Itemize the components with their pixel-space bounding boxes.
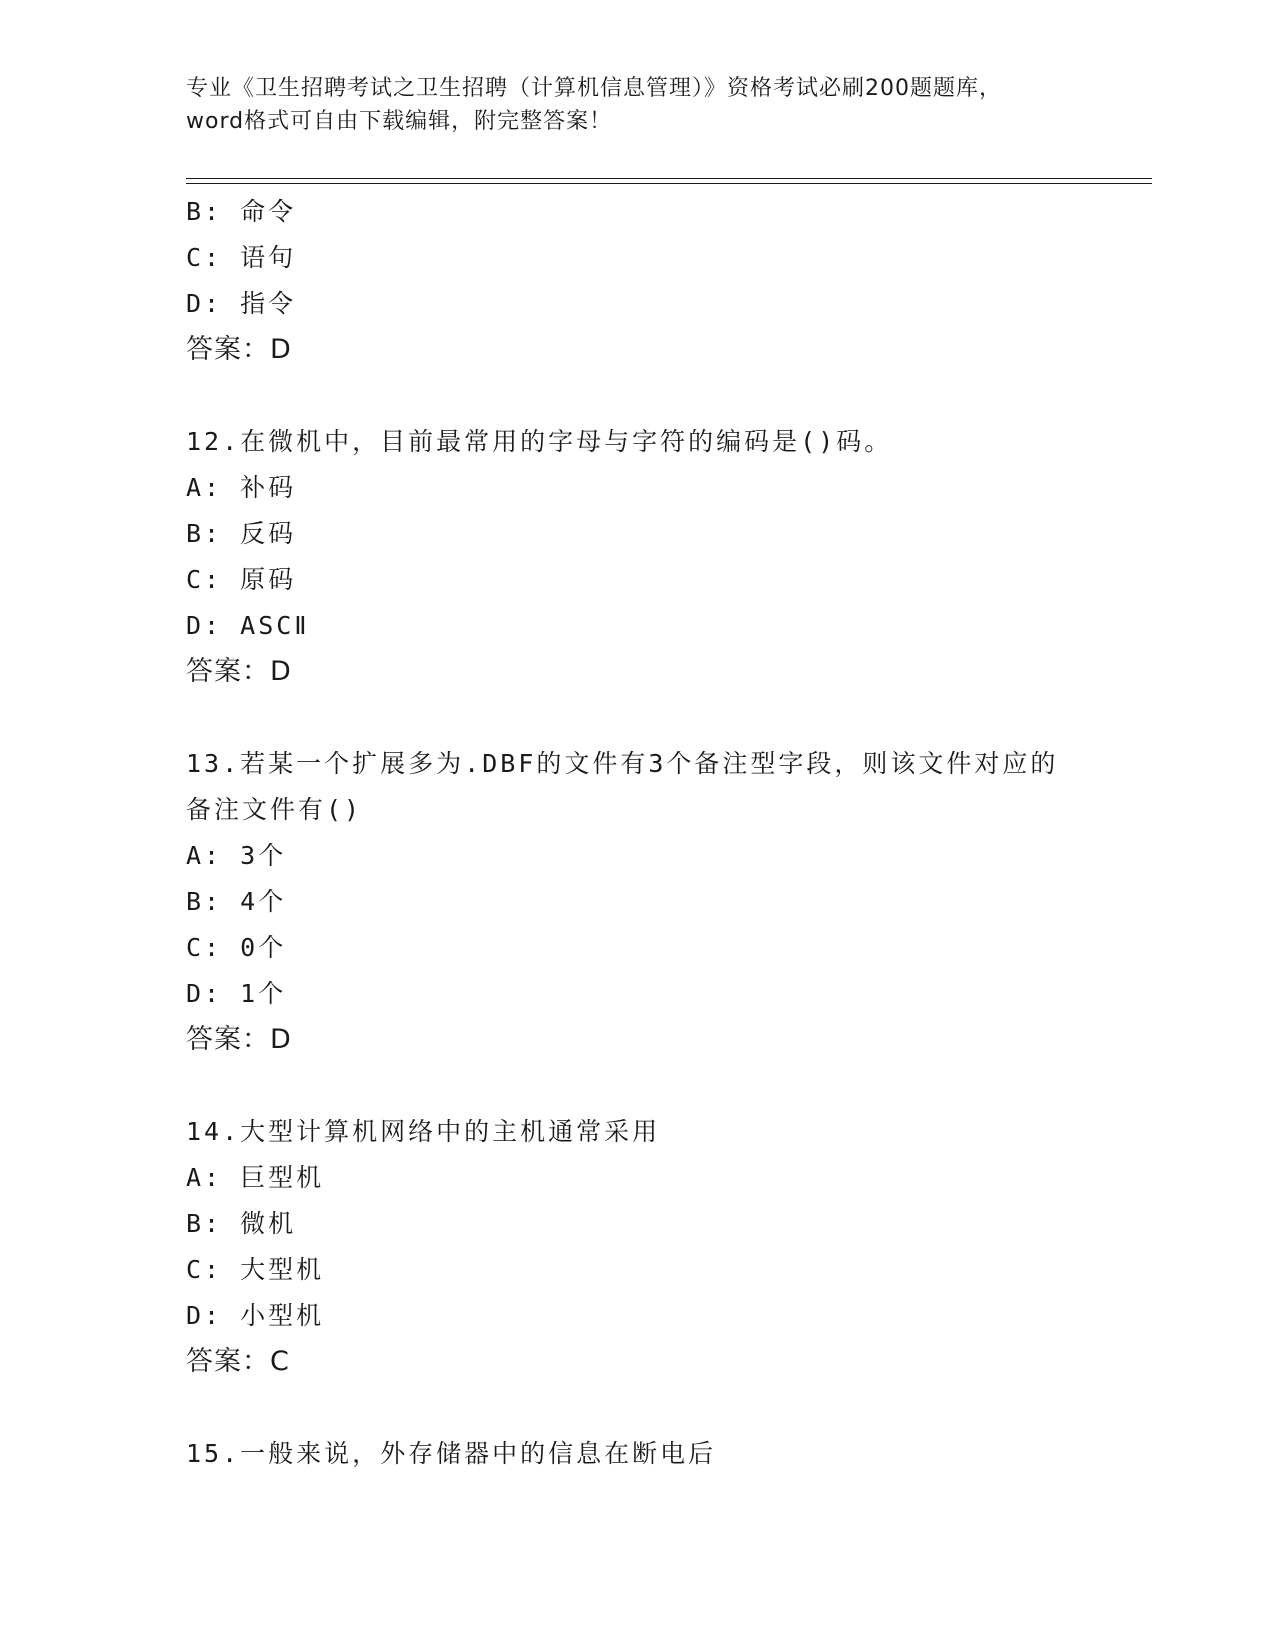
question-text: 15.一般来说，外存储器中的信息在断电后 <box>186 1439 717 1468</box>
option-b: B: 命令 <box>186 197 297 226</box>
answer-line: 答案：D <box>186 1024 292 1055</box>
option-a: A: 补码 <box>186 473 297 502</box>
answer-line: 答案：D <box>186 656 292 687</box>
option-c: C: 原码 <box>186 565 297 594</box>
question-text: 12.在微机中，目前最常用的字母与字符的编码是()码。 <box>186 427 893 456</box>
question-text-line-1: 13.若某一个扩展多为.DBF的文件有3个备注型字段，则该文件对应的 <box>186 749 1059 778</box>
question-list <box>186 189 1106 1477</box>
option-a: A: 巨型机 <box>186 1163 325 1192</box>
question-15 <box>186 1431 1106 1477</box>
question-11-tail <box>186 189 1106 373</box>
question-text: 14.大型计算机网络中的主机通常采用 <box>186 1117 661 1146</box>
document-header <box>186 72 1086 138</box>
option-c: C: 大型机 <box>186 1255 325 1284</box>
question-13 <box>186 741 1106 1063</box>
option-d: D: 小型机 <box>186 1301 325 1330</box>
header-title-line-2: word格式可自由下载编辑，附完整答案！ <box>186 109 613 134</box>
option-c: C: 0个 <box>186 933 287 962</box>
spacer <box>186 373 1106 419</box>
spacer <box>186 695 1106 741</box>
option-d: D: 1个 <box>186 979 287 1008</box>
option-b: B: 微机 <box>186 1209 297 1238</box>
answer-line: 答案：C <box>186 1346 290 1377</box>
option-b: B: 4个 <box>186 887 287 916</box>
question-text-line-2: 备注文件有() <box>186 795 363 824</box>
header-divider-top <box>186 178 1152 179</box>
question-14 <box>186 1109 1106 1385</box>
header-divider-bottom <box>186 183 1152 184</box>
header-title-line-1: 专业《卫生招聘考试之卫生招聘（计算机信息管理）》资格考试必刷200题题库， <box>186 76 1002 101</box>
option-d: D: ASCⅡ <box>186 611 310 640</box>
question-12 <box>186 419 1106 695</box>
spacer <box>186 1063 1106 1109</box>
option-b: B: 反码 <box>186 519 297 548</box>
spacer <box>186 1385 1106 1431</box>
answer-line: 答案：D <box>186 334 292 365</box>
option-d: D: 指令 <box>186 289 297 318</box>
option-c: C: 语句 <box>186 243 297 272</box>
option-a: A: 3个 <box>186 841 287 870</box>
